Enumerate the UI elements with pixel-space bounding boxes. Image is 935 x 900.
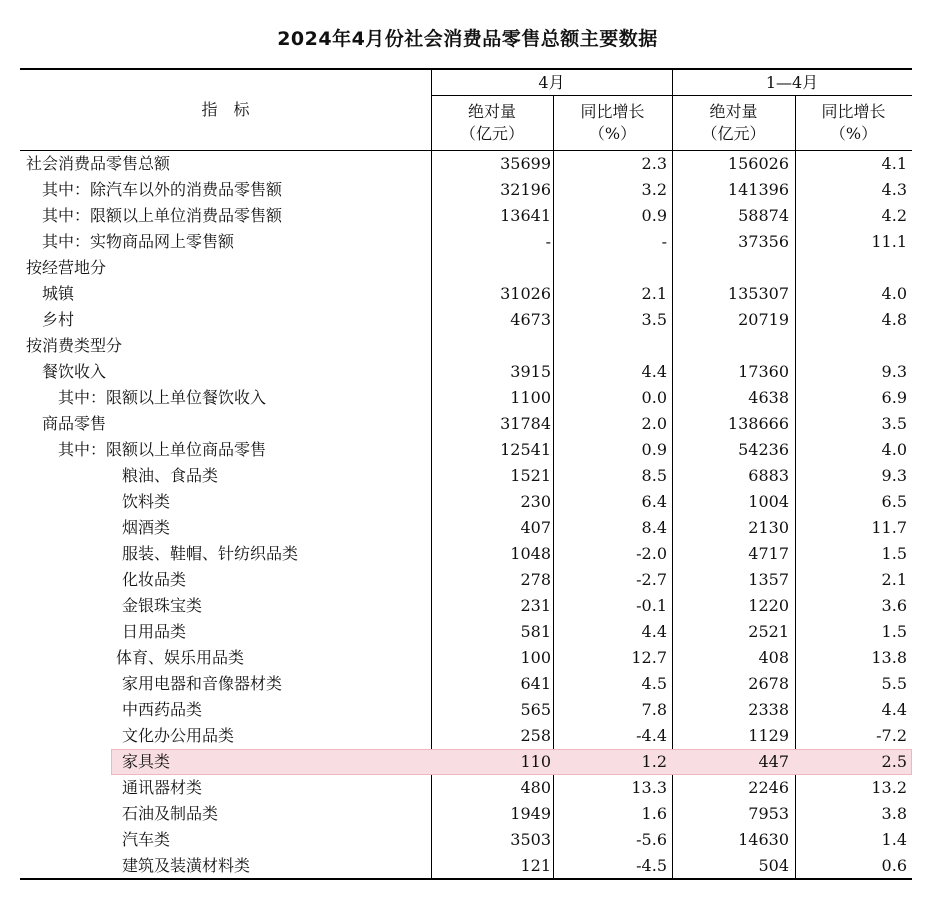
table-title: 2024年4月份社会消费品零售总额主要数据 — [277, 28, 658, 50]
month-yoy-cell: 4.4 — [641, 362, 667, 381]
table-row — [20, 151, 912, 177]
ytd-yoy-cell: 9.3 — [881, 466, 907, 485]
row-label: 粮油、食品类 — [122, 466, 219, 485]
row-label: 服装、鞋帽、针纺织品类 — [122, 544, 299, 563]
month-abs-cell: 641 — [520, 674, 551, 693]
ytd-abs-cell: 17360 — [738, 362, 789, 381]
table-row — [20, 203, 912, 229]
ytd-yoy-cell: 13.2 — [871, 778, 907, 797]
ytd-abs-header-line1: 绝对量 — [709, 102, 758, 121]
month-abs-cell: 565 — [520, 700, 551, 719]
ytd-yoy-cell: 4.0 — [881, 440, 907, 459]
ytd-yoy-cell: 1.5 — [881, 622, 907, 641]
month-yoy-cell: 7.8 — [641, 700, 667, 719]
table-row — [20, 671, 912, 697]
ytd-abs-cell: 2678 — [748, 674, 789, 693]
ytd-yoy-header — [795, 101, 912, 145]
month-yoy-cell: 2.1 — [641, 284, 667, 303]
ytd-yoy-cell: 4.2 — [881, 206, 907, 225]
period-month-header: 4月 — [538, 73, 565, 92]
month-abs-cell: 3503 — [510, 830, 551, 849]
row-label: 按消费类型分 — [26, 336, 123, 355]
month-abs-cell: 100 — [520, 648, 551, 667]
row-label: 文化办公用品类 — [122, 726, 235, 745]
month-yoy-cell: -4.5 — [636, 856, 667, 875]
month-yoy-cell: 3.2 — [641, 180, 667, 199]
month-yoy-cell: 4.4 — [641, 622, 667, 641]
table-row — [20, 177, 912, 203]
row-label: 日用品类 — [122, 622, 187, 641]
month-yoy-cell: -5.6 — [636, 830, 667, 849]
ytd-yoy-cell: 5.5 — [881, 674, 907, 693]
ytd-yoy-header-line2: （%） — [829, 124, 878, 143]
table-row — [20, 385, 912, 411]
month-abs-cell: 1521 — [510, 466, 551, 485]
month-abs-cell: 31784 — [500, 414, 551, 433]
month-yoy-header-line2: （%） — [588, 124, 637, 143]
row-label: 金银珠宝类 — [122, 596, 203, 615]
row-label: 汽车类 — [122, 830, 171, 849]
row-label: 烟酒类 — [122, 518, 171, 537]
ytd-abs-cell: 20719 — [738, 310, 789, 329]
ytd-yoy-cell: 11.1 — [871, 232, 907, 251]
ytd-yoy-cell: 3.6 — [881, 596, 907, 615]
month-yoy-cell: -0.1 — [636, 596, 667, 615]
ytd-yoy-cell: 1.5 — [881, 544, 907, 563]
table-row — [20, 801, 912, 827]
ytd-yoy-cell: 4.8 — [881, 310, 907, 329]
ytd-abs-cell: 2130 — [748, 518, 789, 537]
month-yoy-cell: 13.3 — [631, 778, 667, 797]
ytd-abs-cell: 6883 — [748, 466, 789, 485]
table-row — [20, 359, 912, 385]
ytd-abs-cell: 408 — [758, 648, 789, 667]
month-abs-cell: 480 — [520, 778, 551, 797]
table-row — [20, 437, 912, 463]
month-yoy-cell: 0.9 — [641, 206, 667, 225]
ytd-abs-cell: 14630 — [738, 830, 789, 849]
month-abs-cell: 35699 — [500, 154, 551, 173]
period-ytd-header: 1—4月 — [765, 73, 819, 92]
ytd-abs-cell: 7953 — [748, 804, 789, 823]
ytd-abs-cell: 447 — [758, 752, 789, 771]
month-yoy-cell: 2.0 — [641, 414, 667, 433]
row-label: 社会消费品零售总额 — [26, 154, 171, 173]
ytd-abs-cell: 135307 — [727, 284, 789, 303]
table-row — [20, 697, 912, 723]
ytd-abs-cell: 1129 — [748, 726, 789, 745]
ytd-yoy-cell: 4.3 — [881, 180, 907, 199]
ytd-abs-cell: 138666 — [727, 414, 789, 433]
month-abs-header-line2: （亿元） — [459, 124, 524, 143]
ytd-abs-cell: 1357 — [748, 570, 789, 589]
ytd-yoy-cell: 2.5 — [881, 752, 907, 771]
highlighted-table-row — [20, 749, 912, 775]
row-label: 城镇 — [42, 284, 75, 303]
table-row — [20, 515, 912, 541]
month-abs-cell: 258 — [520, 726, 551, 745]
month-abs-cell: 231 — [520, 596, 551, 615]
month-abs-cell: 230 — [520, 492, 551, 511]
row-highlight — [111, 749, 912, 775]
row-label: 餐饮收入 — [42, 362, 107, 381]
ytd-yoy-cell: 4.0 — [881, 284, 907, 303]
row-label: 化妆品类 — [122, 570, 187, 589]
ytd-abs-cell: 37356 — [738, 232, 789, 251]
month-abs-cell: 12541 — [500, 440, 551, 459]
table-row — [20, 307, 912, 333]
indicator-header: 指 标 — [201, 100, 250, 119]
table-row — [20, 489, 912, 515]
ytd-abs-cell: 141396 — [727, 180, 789, 199]
table-row — [20, 281, 912, 307]
month-yoy-cell: 6.4 — [641, 492, 667, 511]
month-abs-cell: 278 — [520, 570, 551, 589]
row-label: 按经营地分 — [26, 258, 107, 277]
month-yoy-cell: -2.7 — [636, 570, 667, 589]
month-yoy-header-line1: 同比增长 — [580, 102, 645, 121]
month-abs-cell: 4673 — [510, 310, 551, 329]
row-label: 其中：限额以上单位餐饮收入 — [58, 388, 267, 407]
ytd-abs-cell: 2246 — [748, 778, 789, 797]
table-row — [20, 255, 912, 281]
month-abs-cell: 1100 — [510, 388, 551, 407]
ytd-yoy-cell: 6.9 — [881, 388, 907, 407]
row-label: 其中：除汽车以外的消费品零售额 — [42, 180, 283, 199]
month-yoy-cell: -2.0 — [636, 544, 667, 563]
table-body — [20, 151, 912, 879]
month-yoy-cell: 12.7 — [631, 648, 667, 667]
ytd-yoy-cell: 9.3 — [881, 362, 907, 381]
ytd-abs-cell: 2338 — [748, 700, 789, 719]
table-top-rule — [20, 68, 912, 70]
row-label: 其中：限额以上单位消费品零售额 — [42, 206, 283, 225]
table-row — [20, 775, 912, 801]
table-row — [20, 593, 912, 619]
ytd-yoy-cell: 13.8 — [871, 648, 907, 667]
row-label: 其中：限额以上单位商品零售 — [58, 440, 267, 459]
ytd-abs-cell: 58874 — [738, 206, 789, 225]
month-yoy-cell: 8.4 — [641, 518, 667, 537]
row-label: 建筑及装潢材料类 — [122, 856, 251, 875]
row-label: 乡村 — [42, 310, 75, 329]
row-label: 家具类 — [122, 752, 171, 771]
ytd-abs-cell: 1220 — [748, 596, 789, 615]
ytd-yoy-cell: 0.6 — [881, 856, 907, 875]
month-yoy-cell: 1.2 — [641, 752, 667, 771]
month-yoy-cell: 2.3 — [641, 154, 667, 173]
table-row — [20, 541, 912, 567]
ytd-yoy-cell: 11.7 — [871, 518, 907, 537]
month-yoy-cell: - — [661, 232, 667, 251]
ytd-yoy-cell: 1.4 — [881, 830, 907, 849]
month-abs-header-line1: 绝对量 — [467, 102, 516, 121]
row-label: 体育、娱乐用品类 — [116, 648, 245, 667]
month-abs-cell: 407 — [520, 518, 551, 537]
ytd-abs-cell: 4638 — [748, 388, 789, 407]
table-row — [20, 853, 912, 879]
ytd-yoy-cell: 3.8 — [881, 804, 907, 823]
table-row — [20, 463, 912, 489]
month-yoy-cell: 0.9 — [641, 440, 667, 459]
ytd-yoy-cell: 4.4 — [881, 700, 907, 719]
ytd-yoy-cell: 6.5 — [881, 492, 907, 511]
month-yoy-cell: 8.5 — [641, 466, 667, 485]
month-yoy-cell: 1.6 — [641, 804, 667, 823]
ytd-abs-cell: 4717 — [748, 544, 789, 563]
ytd-yoy-header-line1: 同比增长 — [821, 102, 886, 121]
ytd-yoy-cell: 2.1 — [881, 570, 907, 589]
row-label: 家用电器和音像器材类 — [122, 674, 283, 693]
ytd-abs-cell: 1004 — [748, 492, 789, 511]
table-row — [20, 411, 912, 437]
row-label: 中西药品类 — [122, 700, 203, 719]
table-row — [20, 827, 912, 853]
month-abs-cell: 110 — [520, 752, 551, 771]
month-abs-cell: 1949 — [510, 804, 551, 823]
ytd-abs-cell: 156026 — [727, 154, 789, 173]
month-abs-cell: 121 — [520, 856, 551, 875]
table-row — [20, 723, 912, 749]
month-yoy-header — [553, 101, 672, 145]
table-row — [20, 619, 912, 645]
row-label: 通讯器材类 — [122, 778, 203, 797]
table-row — [20, 567, 912, 593]
table-row — [20, 333, 912, 359]
month-yoy-cell: -4.4 — [636, 726, 667, 745]
ytd-abs-cell: 504 — [758, 856, 789, 875]
month-abs-cell: 31026 — [500, 284, 551, 303]
row-label: 其中：实物商品网上零售额 — [42, 232, 235, 251]
month-abs-cell: 3915 — [510, 362, 551, 381]
month-yoy-cell: 0.0 — [641, 388, 667, 407]
month-abs-header — [431, 101, 553, 145]
row-label: 饮料类 — [122, 492, 171, 511]
ytd-abs-cell: 2521 — [748, 622, 789, 641]
ytd-abs-header-line2: （亿元） — [701, 124, 766, 143]
month-yoy-cell: 3.5 — [641, 310, 667, 329]
table-row — [20, 229, 912, 255]
ytd-abs-header — [672, 101, 795, 145]
ytd-yoy-cell: 3.5 — [881, 414, 907, 433]
ytd-abs-cell: 54236 — [738, 440, 789, 459]
month-yoy-cell: 4.5 — [641, 674, 667, 693]
month-abs-cell: - — [545, 232, 551, 251]
month-abs-cell: 1048 — [510, 544, 551, 563]
month-abs-cell: 32196 — [500, 180, 551, 199]
ytd-yoy-cell: 4.1 — [881, 154, 907, 173]
month-abs-cell: 581 — [520, 622, 551, 641]
table-row — [20, 645, 912, 671]
row-label: 石油及制品类 — [122, 804, 219, 823]
month-abs-cell: 13641 — [500, 206, 551, 225]
row-label: 商品零售 — [42, 414, 107, 433]
ytd-yoy-cell: -7.2 — [876, 726, 907, 745]
